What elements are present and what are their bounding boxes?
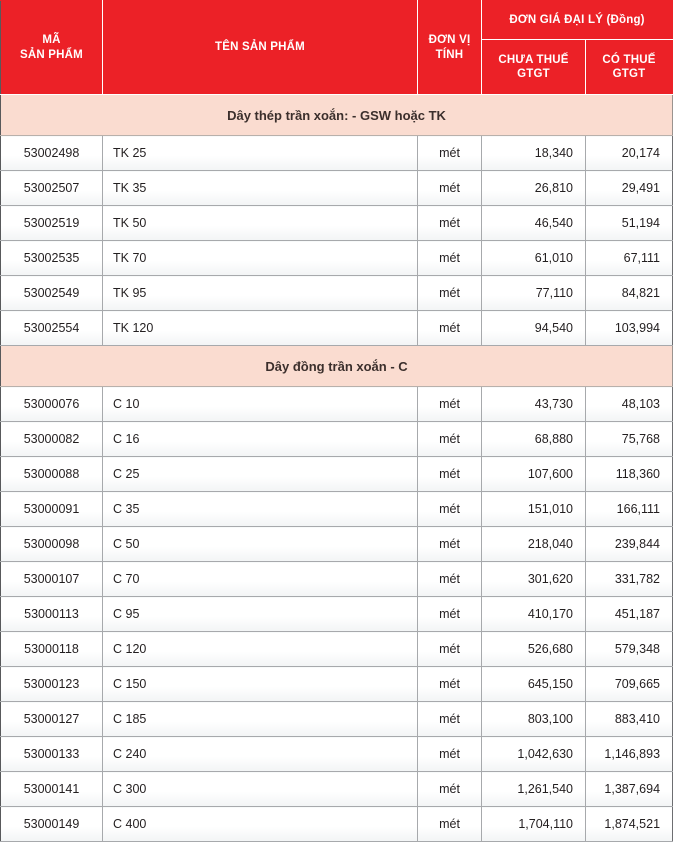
column-header-product-code-line1: MÃ	[42, 34, 61, 47]
cell-product-name: TK 95	[103, 276, 418, 311]
cell-price-incl-vat: 51,194	[586, 206, 673, 241]
cell-price-incl-vat: 20,174	[586, 136, 673, 171]
column-header-product-code-line2: SẢN PHẨM	[20, 48, 83, 61]
cell-product-name: C 150	[103, 667, 418, 702]
cell-product-code: 53000118	[1, 632, 103, 667]
cell-product-name: TK 70	[103, 241, 418, 276]
cell-product-code: 53000107	[1, 562, 103, 597]
section-title: Dây thép trần xoắn: - GSW hoặc TK	[1, 95, 673, 136]
column-header-unit	[418, 1, 482, 95]
cell-price-excl-vat: 803,100	[482, 702, 586, 737]
cell-product-name: TK 25	[103, 136, 418, 171]
cell-price-excl-vat: 77,110	[482, 276, 586, 311]
table-row[interactable]	[1, 562, 673, 597]
cell-price-excl-vat: 410,170	[482, 597, 586, 632]
column-header-product-code	[1, 1, 103, 95]
cell-unit: mét	[418, 562, 482, 597]
cell-price-incl-vat: 118,360	[586, 457, 673, 492]
cell-product-name: TK 50	[103, 206, 418, 241]
cell-product-code: 53000088	[1, 457, 103, 492]
cell-price-excl-vat: 645,150	[482, 667, 586, 702]
cell-unit: mét	[418, 241, 482, 276]
cell-product-code: 53002554	[1, 311, 103, 346]
cell-price-excl-vat: 1,704,110	[482, 807, 586, 842]
cell-product-name: C 300	[103, 772, 418, 807]
cell-unit: mét	[418, 737, 482, 772]
cell-product-code: 53000141	[1, 772, 103, 807]
table-row[interactable]	[1, 311, 673, 346]
table-body	[1, 95, 673, 842]
cell-product-code: 53002498	[1, 136, 103, 171]
cell-product-code: 53002519	[1, 206, 103, 241]
section-header-row	[1, 346, 673, 387]
table-row[interactable]	[1, 492, 673, 527]
cell-product-name: C 95	[103, 597, 418, 632]
table-header	[1, 1, 673, 95]
cell-product-code: 53000133	[1, 737, 103, 772]
cell-price-incl-vat: 84,821	[586, 276, 673, 311]
cell-product-code: 53002507	[1, 171, 103, 206]
header-row-primary	[1, 1, 673, 40]
cell-unit: mét	[418, 667, 482, 702]
cell-price-incl-vat: 883,410	[586, 702, 673, 737]
cell-unit: mét	[418, 311, 482, 346]
table-row[interactable]	[1, 772, 673, 807]
cell-product-name: C 400	[103, 807, 418, 842]
table-row[interactable]	[1, 807, 673, 842]
cell-product-name: C 50	[103, 527, 418, 562]
column-header-price-incl-vat-line2: GTGT	[612, 68, 646, 80]
cell-unit: mét	[418, 171, 482, 206]
cell-price-excl-vat: 46,540	[482, 206, 586, 241]
column-header-unit-line1: ĐƠN VỊ	[428, 34, 471, 47]
table-row[interactable]	[1, 527, 673, 562]
column-header-product-name: TÊN SẢN PHẨM	[103, 1, 418, 95]
cell-product-name: C 25	[103, 457, 418, 492]
cell-unit: mét	[418, 702, 482, 737]
cell-price-incl-vat: 48,103	[586, 387, 673, 422]
cell-price-incl-vat: 1,874,521	[586, 807, 673, 842]
cell-product-code: 53002535	[1, 241, 103, 276]
cell-price-incl-vat: 451,187	[586, 597, 673, 632]
cell-price-incl-vat: 1,146,893	[586, 737, 673, 772]
cell-product-code: 53000082	[1, 422, 103, 457]
column-header-price-group: ĐƠN GIÁ ĐẠI LÝ (Đồng)	[482, 1, 673, 40]
cell-unit: mét	[418, 387, 482, 422]
table-row[interactable]	[1, 171, 673, 206]
table-row[interactable]	[1, 457, 673, 492]
cell-unit: mét	[418, 807, 482, 842]
table-row[interactable]	[1, 597, 673, 632]
column-header-price-excl-vat-line1: CHƯA THUẾ	[498, 53, 569, 66]
cell-unit: mét	[418, 422, 482, 457]
cell-unit: mét	[418, 206, 482, 241]
section-header-row	[1, 95, 673, 136]
cell-price-excl-vat: 26,810	[482, 171, 586, 206]
cell-price-incl-vat: 67,111	[586, 241, 673, 276]
table-row[interactable]	[1, 206, 673, 241]
column-header-price-excl-vat	[482, 40, 586, 95]
cell-price-excl-vat: 43,730	[482, 387, 586, 422]
cell-unit: mét	[418, 492, 482, 527]
cell-price-excl-vat: 1,042,630	[482, 737, 586, 772]
cell-price-incl-vat: 709,665	[586, 667, 673, 702]
cell-price-excl-vat: 301,620	[482, 562, 586, 597]
cell-price-incl-vat: 579,348	[586, 632, 673, 667]
cell-price-excl-vat: 526,680	[482, 632, 586, 667]
cell-price-incl-vat: 331,782	[586, 562, 673, 597]
cell-product-name: C 16	[103, 422, 418, 457]
cell-price-excl-vat: 151,010	[482, 492, 586, 527]
table-row[interactable]	[1, 737, 673, 772]
cell-price-incl-vat: 1,387,694	[586, 772, 673, 807]
cell-product-name: C 10	[103, 387, 418, 422]
cell-product-code: 53000127	[1, 702, 103, 737]
table-row[interactable]	[1, 241, 673, 276]
column-header-price-incl-vat	[586, 40, 673, 95]
cell-price-excl-vat: 1,261,540	[482, 772, 586, 807]
cell-price-incl-vat: 239,844	[586, 527, 673, 562]
cell-product-code: 53002549	[1, 276, 103, 311]
cell-price-excl-vat: 61,010	[482, 241, 586, 276]
cell-product-name: C 35	[103, 492, 418, 527]
cell-price-excl-vat: 218,040	[482, 527, 586, 562]
table-row[interactable]	[1, 276, 673, 311]
cell-price-excl-vat: 94,540	[482, 311, 586, 346]
table-row[interactable]	[1, 702, 673, 737]
cell-unit: mét	[418, 597, 482, 632]
cell-product-name: C 185	[103, 702, 418, 737]
table-row[interactable]	[1, 136, 673, 171]
cell-price-incl-vat: 103,994	[586, 311, 673, 346]
table-row[interactable]	[1, 632, 673, 667]
cell-product-code: 53000149	[1, 807, 103, 842]
cell-product-code: 53000091	[1, 492, 103, 527]
cell-unit: mét	[418, 457, 482, 492]
cell-product-name: C 120	[103, 632, 418, 667]
column-header-price-incl-vat-line1: CÓ THUẾ	[602, 53, 656, 66]
cell-product-name: C 70	[103, 562, 418, 597]
section-title: Dây đồng trần xoắn - C	[1, 346, 673, 387]
cell-product-code: 53000113	[1, 597, 103, 632]
cell-product-name: TK 120	[103, 311, 418, 346]
cell-price-excl-vat: 18,340	[482, 136, 586, 171]
cell-unit: mét	[418, 276, 482, 311]
column-header-unit-line2: TÍNH	[435, 48, 464, 61]
cell-product-name: C 240	[103, 737, 418, 772]
cell-price-excl-vat: 107,600	[482, 457, 586, 492]
table-row[interactable]	[1, 422, 673, 457]
table-row[interactable]	[1, 667, 673, 702]
cell-price-incl-vat: 29,491	[586, 171, 673, 206]
cell-product-code: 53000076	[1, 387, 103, 422]
cell-unit: mét	[418, 527, 482, 562]
cell-unit: mét	[418, 136, 482, 171]
cell-unit: mét	[418, 632, 482, 667]
cell-price-incl-vat: 166,111	[586, 492, 673, 527]
cell-unit: mét	[418, 772, 482, 807]
cell-product-code: 53000123	[1, 667, 103, 702]
cell-price-excl-vat: 68,880	[482, 422, 586, 457]
cell-product-name: TK 35	[103, 171, 418, 206]
column-header-price-excl-vat-line2: GTGT	[517, 68, 550, 80]
cell-product-code: 53000098	[1, 527, 103, 562]
cell-price-incl-vat: 75,768	[586, 422, 673, 457]
table-row[interactable]	[1, 387, 673, 422]
